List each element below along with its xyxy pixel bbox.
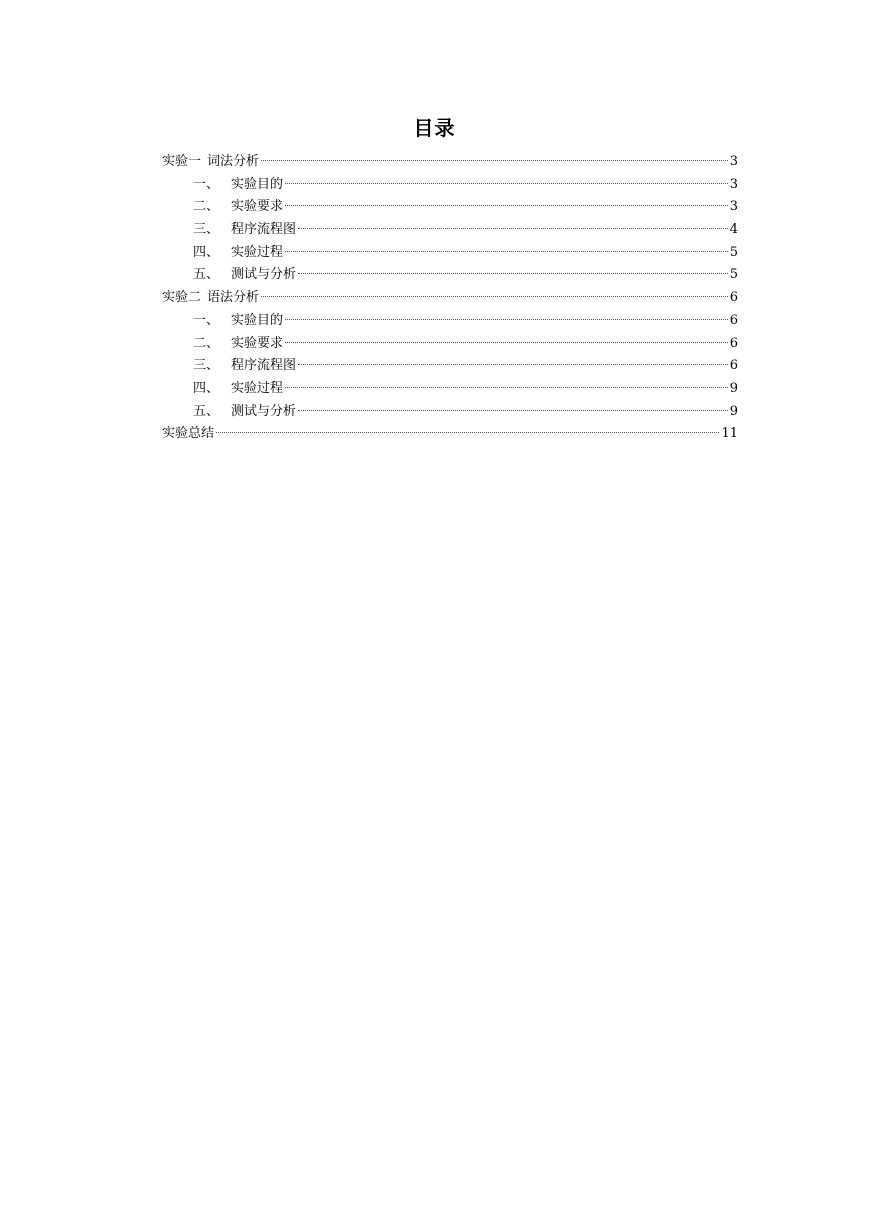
- dot-leader: [285, 319, 728, 320]
- dot-leader: [285, 387, 728, 388]
- dot-leader: [285, 205, 728, 206]
- dot-leader: [298, 364, 728, 365]
- toc-entry-page-number: 6: [729, 335, 738, 351]
- toc-entry-title: 实验目的: [231, 312, 284, 328]
- toc-entry[interactable]: [162, 196, 738, 219]
- toc-entry-number: 三、: [193, 222, 220, 238]
- toc-entry[interactable]: [162, 219, 738, 242]
- toc-entry-page-number: 3: [729, 199, 738, 215]
- toc-entry-title: 程序流程图: [231, 222, 297, 238]
- toc-entry-page-number: 6: [729, 290, 738, 306]
- dot-leader: [298, 410, 728, 411]
- dot-leader: [261, 160, 728, 161]
- toc-entry[interactable]: [162, 378, 738, 401]
- dot-leader: [285, 342, 728, 343]
- dot-leader: [261, 296, 728, 297]
- toc-entry-title: 测试与分析: [231, 403, 297, 419]
- toc-entry[interactable]: [162, 355, 738, 378]
- toc-entry[interactable]: [162, 423, 738, 446]
- toc-entry-title: 实验要求: [231, 199, 284, 215]
- toc-entry-page-number: 4: [729, 222, 738, 238]
- toc-entry-page-number: 3: [729, 176, 738, 192]
- dot-leader: [285, 183, 728, 184]
- toc-entry-title: 实验目的: [231, 176, 284, 192]
- toc-entry[interactable]: [162, 174, 738, 197]
- toc-entry-page-number: 11: [721, 426, 738, 442]
- dot-leader: [216, 432, 719, 433]
- toc-entry-title: 实验总结: [162, 426, 215, 442]
- dot-leader: [298, 228, 728, 229]
- toc-entry-title: 词法分析: [207, 154, 260, 169]
- toc-entry-title: 实验要求: [231, 335, 284, 351]
- toc-entry[interactable]: [162, 333, 738, 356]
- table-of-contents: [162, 151, 738, 446]
- toc-entry-page-number: 9: [729, 380, 738, 396]
- toc-entry-page-number: 3: [729, 154, 738, 169]
- dot-leader: [298, 273, 728, 274]
- toc-entry-number: 四、: [193, 380, 220, 396]
- toc-entry-number: 二、: [193, 335, 220, 351]
- toc-entry-page-number: 6: [729, 312, 738, 328]
- toc-entry-page-number: 6: [729, 358, 738, 374]
- toc-entry-page-number: 5: [729, 244, 738, 260]
- toc-entry-title: 实验过程: [231, 380, 284, 396]
- toc-entry[interactable]: [162, 310, 738, 333]
- toc-entry-title: 测试与分析: [231, 267, 297, 283]
- toc-entry[interactable]: [162, 151, 738, 174]
- toc-entry-title: 实验过程: [231, 244, 284, 260]
- toc-entry-number: 一、: [193, 176, 220, 192]
- dot-leader: [285, 251, 728, 252]
- toc-entry-title: 程序流程图: [231, 358, 297, 374]
- toc-entry[interactable]: [162, 401, 738, 424]
- toc-entry-page-number: 9: [729, 403, 738, 419]
- toc-entry-number: 五、: [193, 267, 220, 283]
- toc-entry-title: 语法分析: [207, 290, 260, 306]
- toc-entry-number: 四、: [193, 244, 220, 260]
- toc-entry-number: 五、: [193, 403, 220, 419]
- page-title: 目录: [413, 116, 456, 140]
- toc-entry[interactable]: [162, 242, 738, 265]
- toc-entry-number: 一、: [193, 312, 220, 328]
- toc-entry[interactable]: [162, 264, 738, 287]
- toc-entry-page-number: 5: [729, 267, 738, 283]
- toc-entry-number: 实验一: [162, 154, 202, 169]
- toc-entry-number: 三、: [193, 358, 220, 374]
- toc-entry-number: 实验二: [162, 290, 202, 306]
- toc-entry-number: 二、: [193, 199, 220, 215]
- toc-entry[interactable]: [162, 287, 738, 310]
